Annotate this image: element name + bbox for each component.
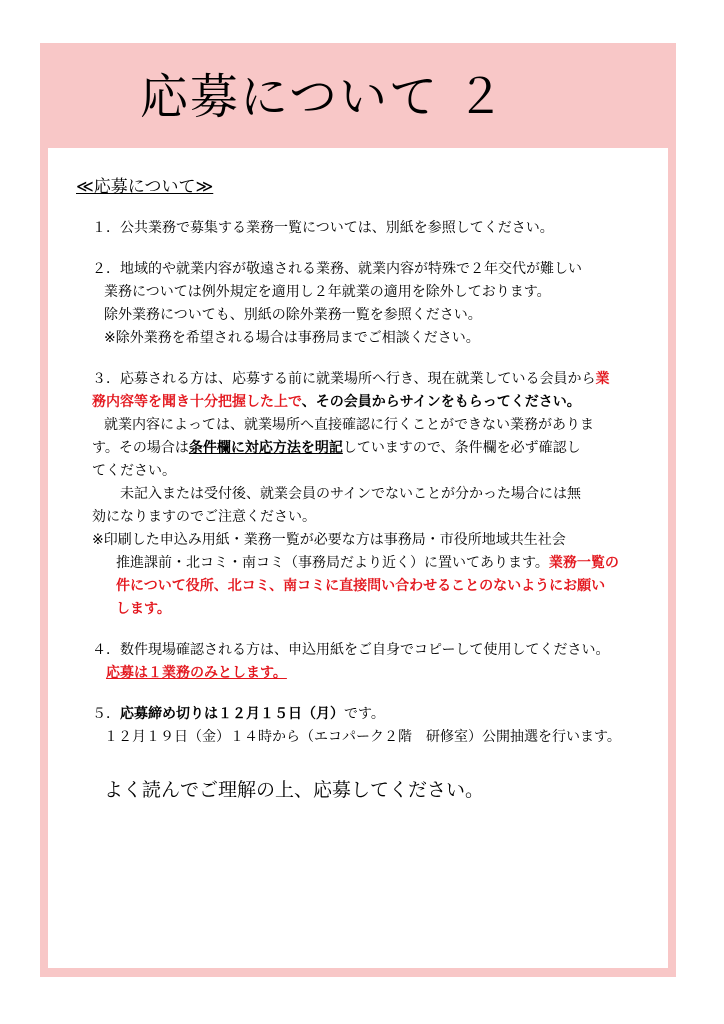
item-2-line-2: 業務については例外規定を適用し２年就業の適用を除外しております。: [104, 284, 551, 300]
item-3-line-5: てください。: [92, 463, 176, 479]
item-3-line-11: します。: [116, 601, 171, 617]
item-3-line-1: [76, 368, 658, 391]
section-heading: [76, 176, 658, 199]
item-2-line-4: ※除外業務を希望される場合は事務局までご相談ください。: [104, 330, 480, 346]
closing-message: よく読んでご理解の上、応募してください。: [104, 779, 485, 801]
item-3-line-4: [76, 437, 658, 460]
item-3-line-2: [76, 391, 658, 414]
page-title: 応募について ２: [140, 69, 507, 125]
item-2-line-1: ２．地域的や就業内容が敬遠される業務、就業内容が特殊で２年交代が難しい: [92, 261, 582, 277]
item-3-line-4-text: す。その場合は: [92, 440, 189, 456]
content-panel: [48, 148, 668, 968]
item-4: [76, 639, 658, 685]
item-5-line-2: １２月１９日（金）１４時から（エコパーク２階 研修室）公開抽選を行います。: [104, 729, 621, 745]
item-3-line-7: 効になりますのでご注意ください。: [92, 509, 316, 525]
item-3-line-8: ※印刷した申込み用紙・業務一覧が必要な方は事務局・市役所地域共生社会: [92, 532, 566, 548]
item-4-line-1: ４．数件現場確認される方は、申込用紙をご自身でコピーして使用してください。: [92, 642, 610, 658]
item-2: [76, 258, 658, 350]
item-3-line-10: 件について役所、北コミ、南コミに直接問い合わせることのないようにお願い: [116, 578, 606, 594]
item-3-line-6: 未記入または受付後、就業会員のサインでないことが分かった場合には無: [120, 486, 582, 502]
item-5: [76, 703, 658, 749]
item-3-line-1-text: ３．応募される方は、応募する前に就業場所へ行き、現在就業している会員から: [92, 371, 596, 387]
item-3: [76, 368, 658, 621]
item-3-line-1-emphasis: 業: [595, 371, 610, 387]
item-3-line-2-bold: 、その会員からサインをもらってください。: [301, 394, 581, 410]
item-5-line-1-rest: です。: [344, 706, 385, 722]
section-heading-text: ≪応募について≫: [76, 177, 214, 197]
item-5-line-1: [76, 703, 658, 726]
item-4-line-2: 応募は１業務のみとします。: [106, 665, 287, 681]
item-5-number: ５．: [92, 706, 120, 722]
item-3-line-4-rest: していますので、条件欄を必ず確認し: [342, 440, 581, 456]
item-3-line-4-underlined: 条件欄に対応方法を明記: [188, 440, 343, 456]
item-3-line-3: 就業内容によっては、就業場所へ直接確認に行くことができない業務がありま: [104, 417, 594, 433]
item-3-line-2-emphasis: 務内容等を聞き十分把握した上で: [92, 394, 302, 410]
item-3-line-9: [76, 552, 658, 575]
item-3-line-9-emphasis: 業務一覧の: [548, 555, 619, 571]
item-1: [76, 217, 658, 240]
item-1-line: １．公共業務で募集する業務一覧については、別紙を参照してください。: [92, 220, 554, 236]
item-2-line-3: 除外業務についても、別紙の除外業務一覧を参照ください。: [104, 307, 482, 323]
item-5-deadline: 応募締め切りは１２月１５日（月）: [120, 706, 344, 722]
notice-body: [76, 176, 658, 802]
item-3-line-9-text: 推進課前・北コミ・南コミ（事務局だより近く）に置いてあります。: [116, 555, 549, 571]
pink-frame: [40, 43, 676, 977]
